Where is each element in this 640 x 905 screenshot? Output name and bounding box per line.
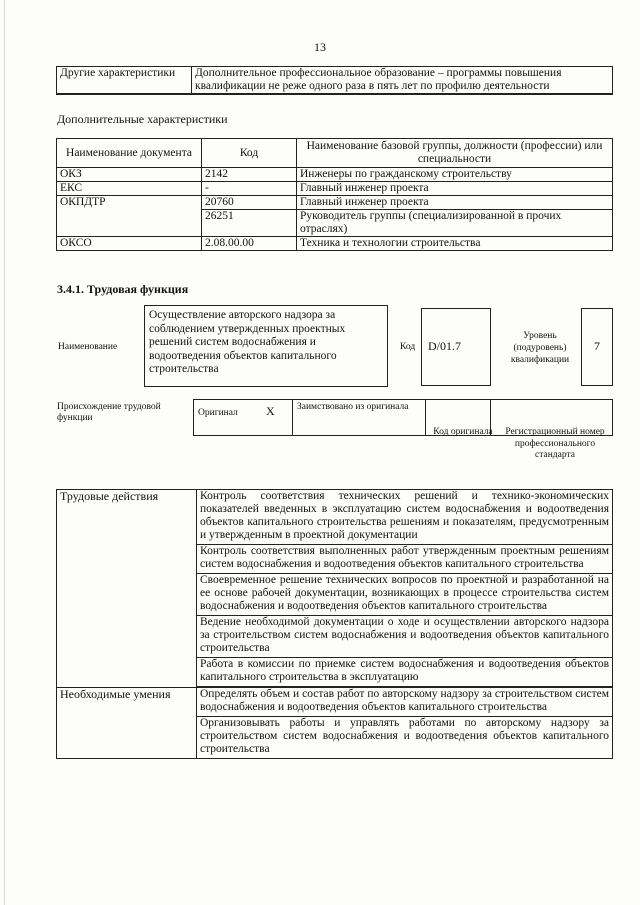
cell-code: 20760	[202, 196, 297, 210]
table-header-row	[57, 139, 613, 168]
original-label: Оригинал	[194, 400, 263, 436]
other-label: Другие характеристики	[57, 67, 192, 95]
cell-doc: ОКЗ	[57, 168, 202, 182]
cell-name: Главный инженер проекта	[297, 182, 613, 196]
scan-edge	[4, 0, 5, 905]
original-mark: X	[262, 400, 293, 436]
borrowed-label: Заимствовано из оригинала	[293, 400, 426, 436]
additional-title: Дополнительные характеристики	[57, 112, 228, 126]
origin-label: Происхождение трудовой функции	[57, 402, 161, 423]
other-value: Дополнительное профессиональное образование – программы повышения квалификации не реже одного раза в пять лет по профилю деятельности	[192, 67, 613, 95]
actions-label: Трудовые действия	[57, 490, 197, 688]
registration-number-caption: Регистрационный номер профессионального стандарта	[505, 427, 605, 460]
col-header-doc: Наименование документа	[57, 139, 202, 168]
action-item: Работа в комиссии по приемке систем водоснабжения и водоотведения объектов капитального строительства в эксплуатацию	[197, 658, 613, 688]
qualification-level-label: Уровень (подуровень) квалификации	[510, 331, 570, 365]
table-row	[57, 237, 613, 251]
labor-functions-table	[56, 489, 613, 759]
page-number: 13	[314, 40, 326, 54]
action-item: Контроль соответствия выполненных работ утвержденным проектным решениям систем водоснабжения и водоотведения объектов капитального строительства	[197, 545, 613, 574]
action-item: Контроль соответствия технических решений и технико-экономических показателей введенных в эксплуатацию систем водоснабжения и водоотведения объектов капитального строительства решениям и показателям, предусмотренным и утвержденным в проектной документации	[197, 490, 613, 545]
qualification-level-box: 7	[581, 308, 613, 386]
table-row	[57, 168, 613, 182]
col-header-name: Наименование базовой группы, должности (профессии) или специальности	[297, 139, 613, 168]
table-row	[57, 67, 613, 95]
section-title: 3.4.1. Трудовая функция	[57, 282, 189, 296]
cell-doc: ОКПДТР	[57, 196, 202, 237]
action-item: Ведение необходимой документации о ходе и осуществлении авторского надзора за строительством систем водоснабжения и водоотведения объектов капитального строительства	[197, 616, 613, 658]
cell-code: 2142	[202, 168, 297, 182]
function-code-box: D/01.7	[421, 308, 491, 386]
table-row	[57, 182, 613, 196]
cell-doc: ОКСО	[57, 237, 202, 251]
skill-item: Организовывать работы и управлять работами по авторскому надзору за строительством систем водоснабжения и водоотведения объектов капитального строительства	[197, 717, 613, 759]
function-name-label: Наименование	[58, 342, 118, 352]
cell-name: Главный инженер проекта	[297, 196, 613, 210]
cell-name: Руководитель группы (специализированной в прочих отраслях)	[297, 210, 613, 237]
function-code-label: Код	[400, 342, 416, 352]
table-row	[57, 490, 613, 545]
other-characteristics-table	[56, 66, 613, 95]
skills-label: Необходимые умения	[57, 687, 197, 759]
cell-name: Техника и технологии строительства	[297, 237, 613, 251]
cell-code: -	[202, 182, 297, 196]
skill-item: Определять объем и состав работ по авторскому надзору за строительством систем водоснабжения и водоотведения объектов капитального строительства	[197, 687, 613, 717]
additional-characteristics-table	[56, 138, 613, 251]
function-name-box: Осуществление авторского надзора за соблюдением утвержденных проектных решений систем водоснабжения и водоотведения объектов капитального строительства	[144, 305, 388, 387]
cell-doc: ЕКС	[57, 182, 202, 196]
cell-code: 26251	[202, 210, 297, 237]
original-code-caption: Код оригинала	[433, 427, 493, 437]
cell-name: Инженеры по гражданскому строительству	[297, 168, 613, 182]
table-row	[57, 196, 613, 210]
table-row	[57, 687, 613, 717]
action-item: Своевременное решение технических вопросов по проектной и разработанной на ее основе рабочей документации, возникающих в процессе строительства систем водоснабжения и водоотведения объектов капитального строительства	[197, 574, 613, 616]
col-header-code: Код	[202, 139, 297, 168]
cell-code: 2.08.00.00	[202, 237, 297, 251]
